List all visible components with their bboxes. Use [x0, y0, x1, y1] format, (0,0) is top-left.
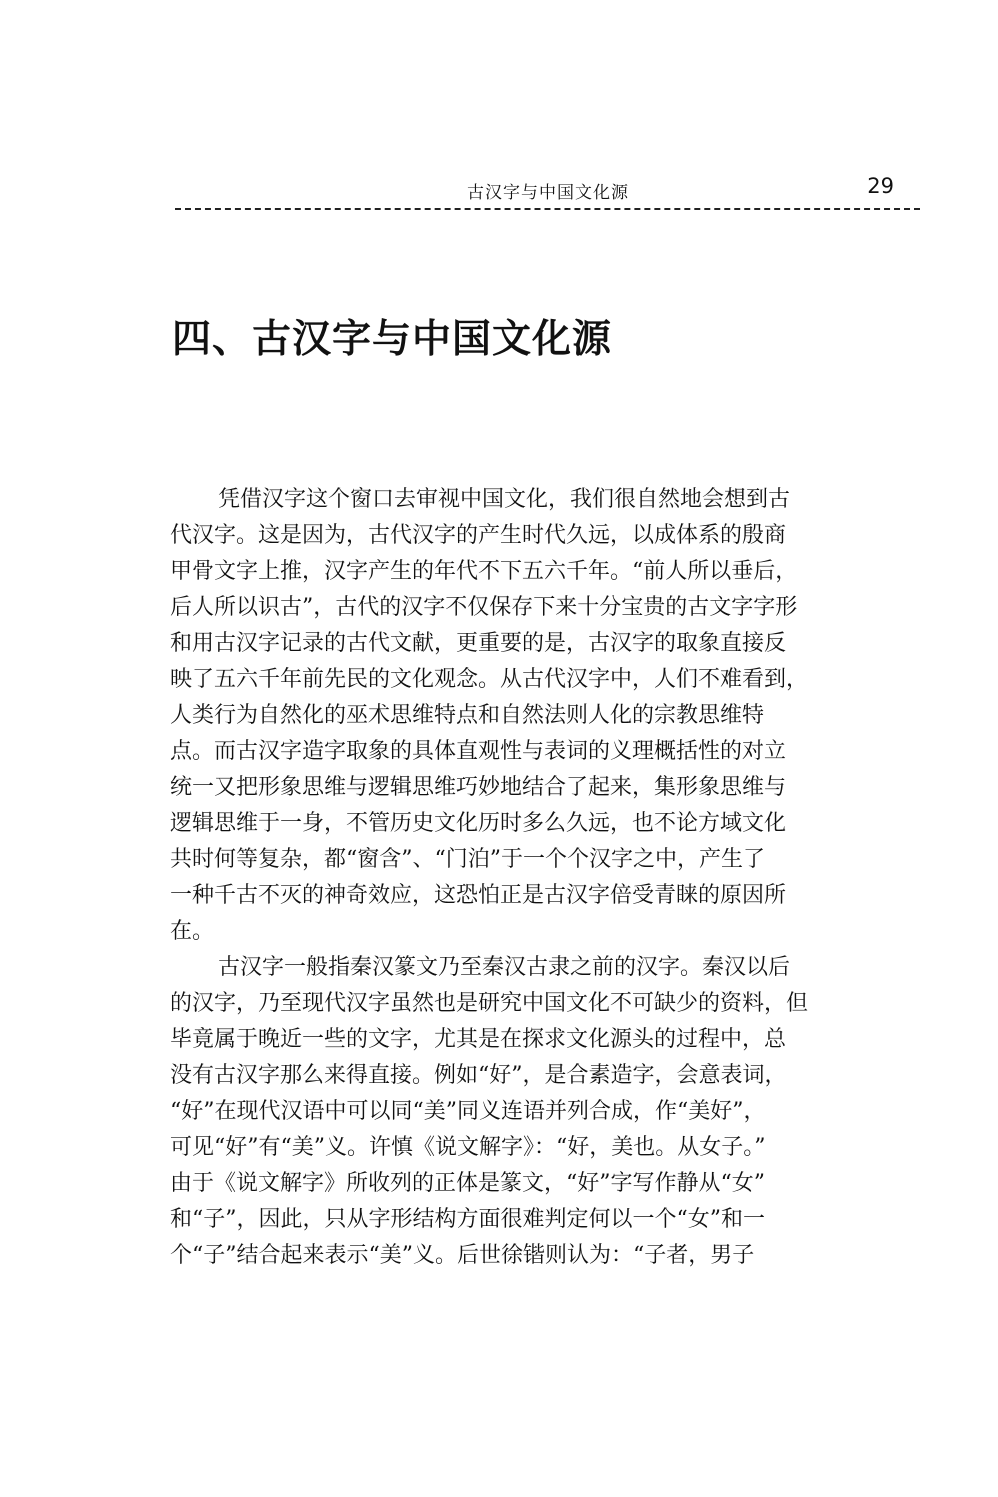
text-line: 在。 — [170, 919, 215, 944]
text-line: “好”在现代汉语中可以同“美”同义连语并列合成，作“美好”， — [170, 1099, 766, 1124]
text-line: 统一又把形象思维与逻辑思维巧妙地结合了起来，集形象思维与 — [170, 775, 787, 800]
running-header — [175, 170, 920, 210]
text-line: 古汉字一般指秦汉篆文乃至秦汉古隶之前的汉字。秦汉以后 — [218, 955, 791, 980]
body-text — [170, 482, 918, 1274]
page-number: 29 — [867, 174, 894, 198]
text-line: 一种千古不灭的神奇效应，这恐怕正是古汉字倍受青睐的原因所 — [170, 883, 787, 908]
text-line: 由于《说文解字》所收列的正体是篆文，“好”字写作静从“女” — [170, 1171, 765, 1196]
header-rule — [175, 208, 920, 210]
text-line: 后人所以识古”，古代的汉字不仅保存下来十分宝贵的古文字字形 — [170, 595, 798, 620]
text-line: 甲骨文字上推，汉字产生的年代不下五六千年。“前人所以垂后， — [170, 559, 798, 584]
text-line: 可见“好”有“美”义。许慎《说文解字》：“好，美也。从女子。” — [170, 1135, 766, 1160]
text-line: 个“子”结合起来表示“美”义。后世徐锴则认为：“子者，男子 — [170, 1243, 755, 1268]
text-line: 人类行为自然化的巫术思维特点和自然法则人化的宗教思维特 — [170, 703, 765, 728]
paragraph-2 — [170, 950, 918, 1274]
text-line: 共时何等复杂，都“窗含”、“门泊”于一个个汉字之中，产生了 — [170, 847, 765, 872]
text-line: 和用古汉字记录的古代文献，更重要的是，古汉字的取象直接反 — [170, 631, 787, 656]
text-line: 逻辑思维于一身，不管历史文化历时多么久远，也不论方域文化 — [170, 811, 787, 836]
text-line: 凭借汉字这个窗口去审视中国文化，我们很自然地会想到古 — [218, 487, 791, 512]
text-line: 和“子”，因此，只从字形结构方面很难判定何以一个“女”和一 — [170, 1207, 765, 1232]
chapter-title: 四、古汉字与中国文化源 — [172, 316, 613, 362]
text-line: 点。而古汉字造字取象的具体直观性与表词的义理概括性的对立 — [170, 739, 787, 764]
paragraph-1 — [170, 482, 918, 950]
text-line: 毕竟属于晚近一些的文字，尤其是在探求文化源头的过程中，总 — [170, 1027, 787, 1052]
text-line: 没有古汉字那么来得直接。例如“好”，是合素造字，会意表词， — [170, 1063, 787, 1088]
running-title: 古汉字与中国文化源 — [467, 183, 629, 203]
text-line: 代汉字。这是因为，古代汉字的产生时代久远，以成体系的殷商 — [170, 523, 787, 548]
text-line: 的汉字，乃至现代汉字虽然也是研究中国文化不可缺少的资料，但 — [170, 991, 809, 1016]
text-line: 映了五六千年前先民的文化观念。从古代汉字中，人们不难看到， — [170, 667, 809, 692]
